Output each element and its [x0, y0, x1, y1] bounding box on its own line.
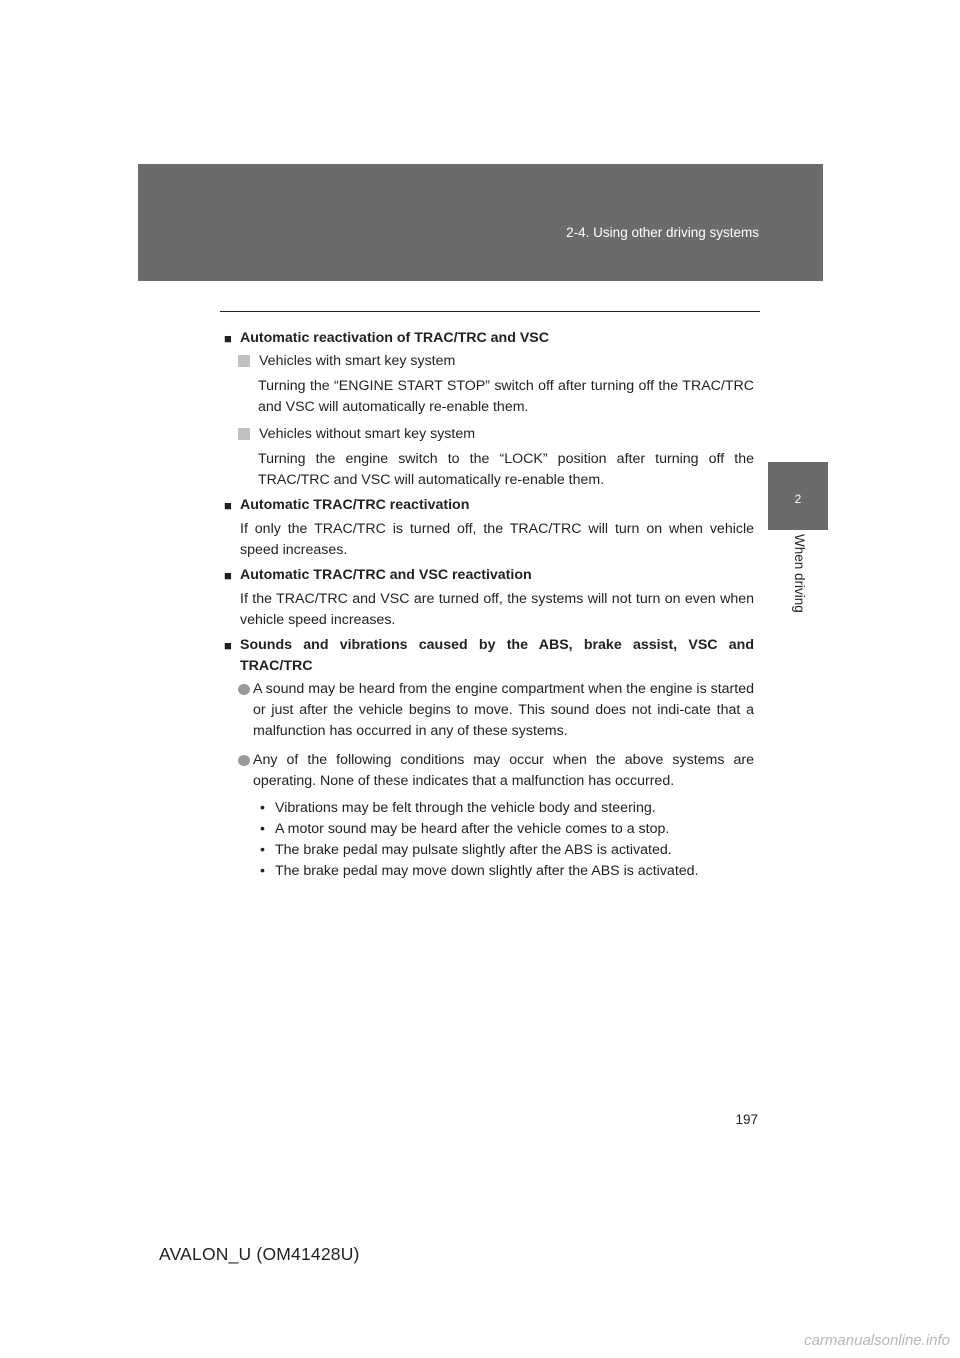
chapter-label: When driving — [792, 534, 807, 613]
subsection-body: Turning the “ENGINE START STOP” switch off after turning off the TRAC/TRC and VSC will automatically re-enable them. — [258, 378, 754, 415]
heading-square-icon: ■ — [224, 638, 232, 653]
section-heading — [224, 328, 754, 349]
section-sounds-vibrations — [224, 635, 754, 882]
section-heading — [224, 495, 754, 516]
chapter-number: 2 — [794, 492, 802, 506]
heading-text: Automatic reactivation of TRAC/TRC and VSC — [240, 330, 550, 346]
section-heading — [224, 565, 754, 586]
subpoint-text: The brake pedal may move down slightly after the ABS is activated. — [275, 863, 699, 879]
page-number: 197 — [735, 1112, 758, 1127]
section-auto-reactivation — [224, 328, 754, 491]
header-band — [138, 164, 823, 281]
subpoint-list — [260, 798, 754, 882]
subpoint-text: A motor sound may be heard after the vehicle comes to a stop. — [275, 821, 670, 837]
heading-square-icon: ■ — [224, 568, 232, 583]
bullet-dot-icon — [238, 684, 250, 695]
subpoint-item — [260, 840, 754, 861]
section-body: If the TRAC/TRC and VSC are turned off, the systems will not turn on even when vehicle speed increases. — [240, 591, 754, 628]
list-item — [238, 750, 754, 792]
main-content — [224, 328, 754, 886]
subpoint-marker: • — [260, 863, 265, 879]
heading-square-icon: ■ — [224, 498, 232, 513]
subsection-title — [238, 424, 754, 445]
subpoint-marker: • — [260, 842, 265, 858]
bullet-dot-icon — [238, 755, 250, 766]
section-trac-reactivation — [224, 495, 754, 561]
gray-square-icon — [238, 355, 250, 367]
subpoint-text: Vibrations may be felt through the vehicle body and steering. — [275, 800, 656, 816]
subpoint-marker: • — [260, 821, 265, 837]
subpoint-item — [260, 819, 754, 840]
heading-text: Automatic TRAC/TRC reactivation — [240, 497, 470, 513]
bullet-text: A sound may be heard from the engine compartment when the engine is started or just after the vehicle begins to move. This sound does not indi-cate that a malfunction has occurred in any of these systems. — [253, 681, 754, 739]
manual-code: AVALON_U (OM41428U) — [159, 1244, 360, 1264]
subsection-title-text: Vehicles without smart key system — [259, 426, 476, 442]
section-title: 2-4. Using other driving systems — [566, 225, 759, 240]
heading-text: Sounds and vibrations caused by the ABS, brake assist, VSC and TRAC/TRC — [240, 637, 754, 674]
top-divider — [220, 311, 760, 312]
watermark: carmanualsonline.info — [804, 1332, 950, 1349]
chapter-tab — [768, 462, 828, 530]
subpoint-item — [260, 798, 754, 819]
subpoint-marker: • — [260, 800, 265, 816]
section-trac-vsc-reactivation — [224, 565, 754, 631]
heading-text: Automatic TRAC/TRC and VSC reactivation — [240, 567, 532, 583]
section-body: If only the TRAC/TRC is turned off, the TRAC/TRC will turn on when vehicle speed increases. — [240, 521, 754, 558]
gray-square-icon — [238, 428, 250, 440]
section-heading — [224, 635, 754, 677]
heading-square-icon: ■ — [224, 331, 232, 346]
subsection-title-text: Vehicles with smart key system — [259, 353, 456, 369]
list-item — [238, 679, 754, 742]
subpoint-text: The brake pedal may pulsate slightly after the ABS is activated. — [275, 842, 672, 858]
subpoint-item — [260, 861, 754, 882]
subsection-body: Turning the engine switch to the “LOCK” position after turning off the TRAC/TRC and VSC will automatically re-enable them. — [258, 451, 754, 488]
bullet-text: Any of the following conditions may occur when the above systems are operating. None of these indicates that a malfunction has occurred. — [253, 752, 754, 789]
subsection-title — [238, 351, 754, 372]
